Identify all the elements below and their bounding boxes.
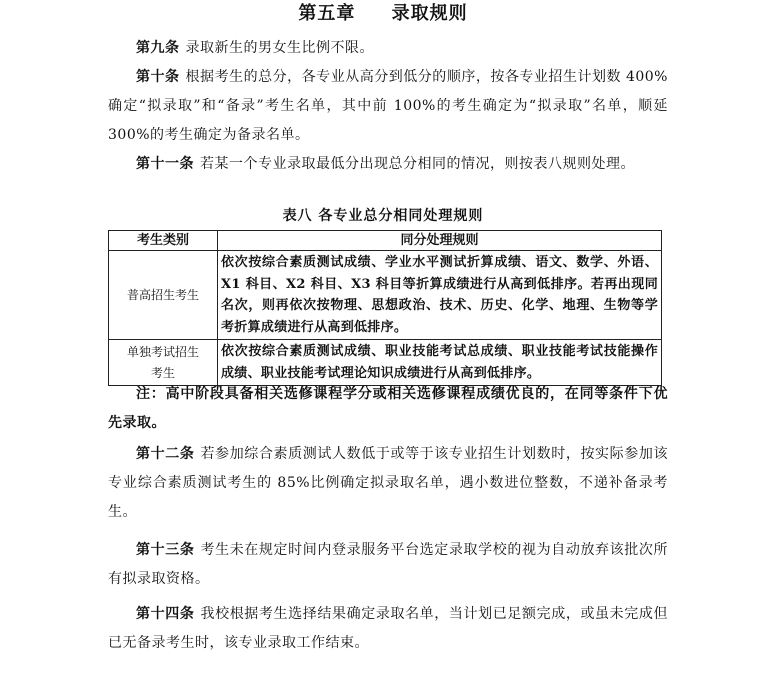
article-10: [108, 63, 668, 150]
article-text: 若参加综合素质测试人数低于或等于该专业招生计划数时，按实际参加该专业综合素质测试考生的 85%比例确定拟录取名单，遇小数进位整数，不递补备录考生。: [108, 446, 669, 520]
article-11: [108, 150, 668, 179]
tie-break-rules-table: [108, 230, 662, 386]
article-13: [108, 536, 668, 594]
article-label: 第十三条: [136, 542, 195, 558]
chapter-heading: [0, 2, 766, 26]
article-9: [108, 34, 668, 63]
chapter-number: 第五章: [298, 3, 356, 24]
header-rule: 同分处理规则: [218, 231, 662, 251]
article-label: 第十二条: [136, 446, 195, 462]
row-rule: 依次按综合素质测试成绩、职业技能考试总成绩、职业技能考试技能操作成绩、职业技能考试理论知识成绩进行从高到低排序。: [218, 340, 662, 386]
table-caption: 表八 各专业总分相同处理规则: [282, 208, 484, 224]
chapter-title: 录取规则: [391, 3, 468, 24]
article-label: 第九条: [136, 40, 180, 56]
article-text: 若某一个专业录取最低分出现总分相同的情况，则按表八规则处理。: [200, 156, 635, 172]
article-text: 根据考生的总分，各专业从高分到低分的顺序，按各专业招生计划数 400%确定“拟录取”和“备录”考生名单，其中前 100%的考生确定为“拟录取”名单，顺延 300%的考生确定为备录名单。: [108, 69, 668, 143]
table-row: [109, 251, 662, 340]
article-14: [108, 600, 668, 658]
row-category: 普高招生考生: [109, 251, 218, 340]
header-category: 考生类别: [109, 231, 218, 251]
table-row: [109, 340, 662, 386]
row-category: 单独考试招生考生: [109, 340, 218, 386]
article-text: 考生未在规定时间内登录服务平台选定录取学校的视为自动放弃该批次所有拟录取资格。: [108, 542, 669, 587]
table-header-row: [109, 231, 662, 251]
article-label: 第十四条: [136, 606, 195, 622]
article-text: 我校根据考生选择结果确定录取名单，当计划已足额完成，或虽未完成但已无备录考生时，该专业录取工作结束。: [108, 606, 669, 651]
table-note: 注：高中阶段具备相关选修课程学分或相关选修课程成绩优良的，在同等条件下优先录取。: [108, 386, 668, 431]
row-rule: 依次按综合素质测试成绩、学业水平测试折算成绩、语文、数学、外语、X1 科目、X2 科目、X3 科目等折算成绩进行从高到低排序。若再出现同名次，则再依次按物理、思想政治、技术、历史、化学、地理、生物等学考折算成绩进行从高到低排序。: [218, 251, 662, 340]
article-text: 录取新生的男女生比例不限。: [185, 40, 374, 56]
article-label: 第十一条: [136, 156, 194, 172]
article-label: 第十条: [136, 69, 180, 85]
article-12: [108, 440, 668, 527]
